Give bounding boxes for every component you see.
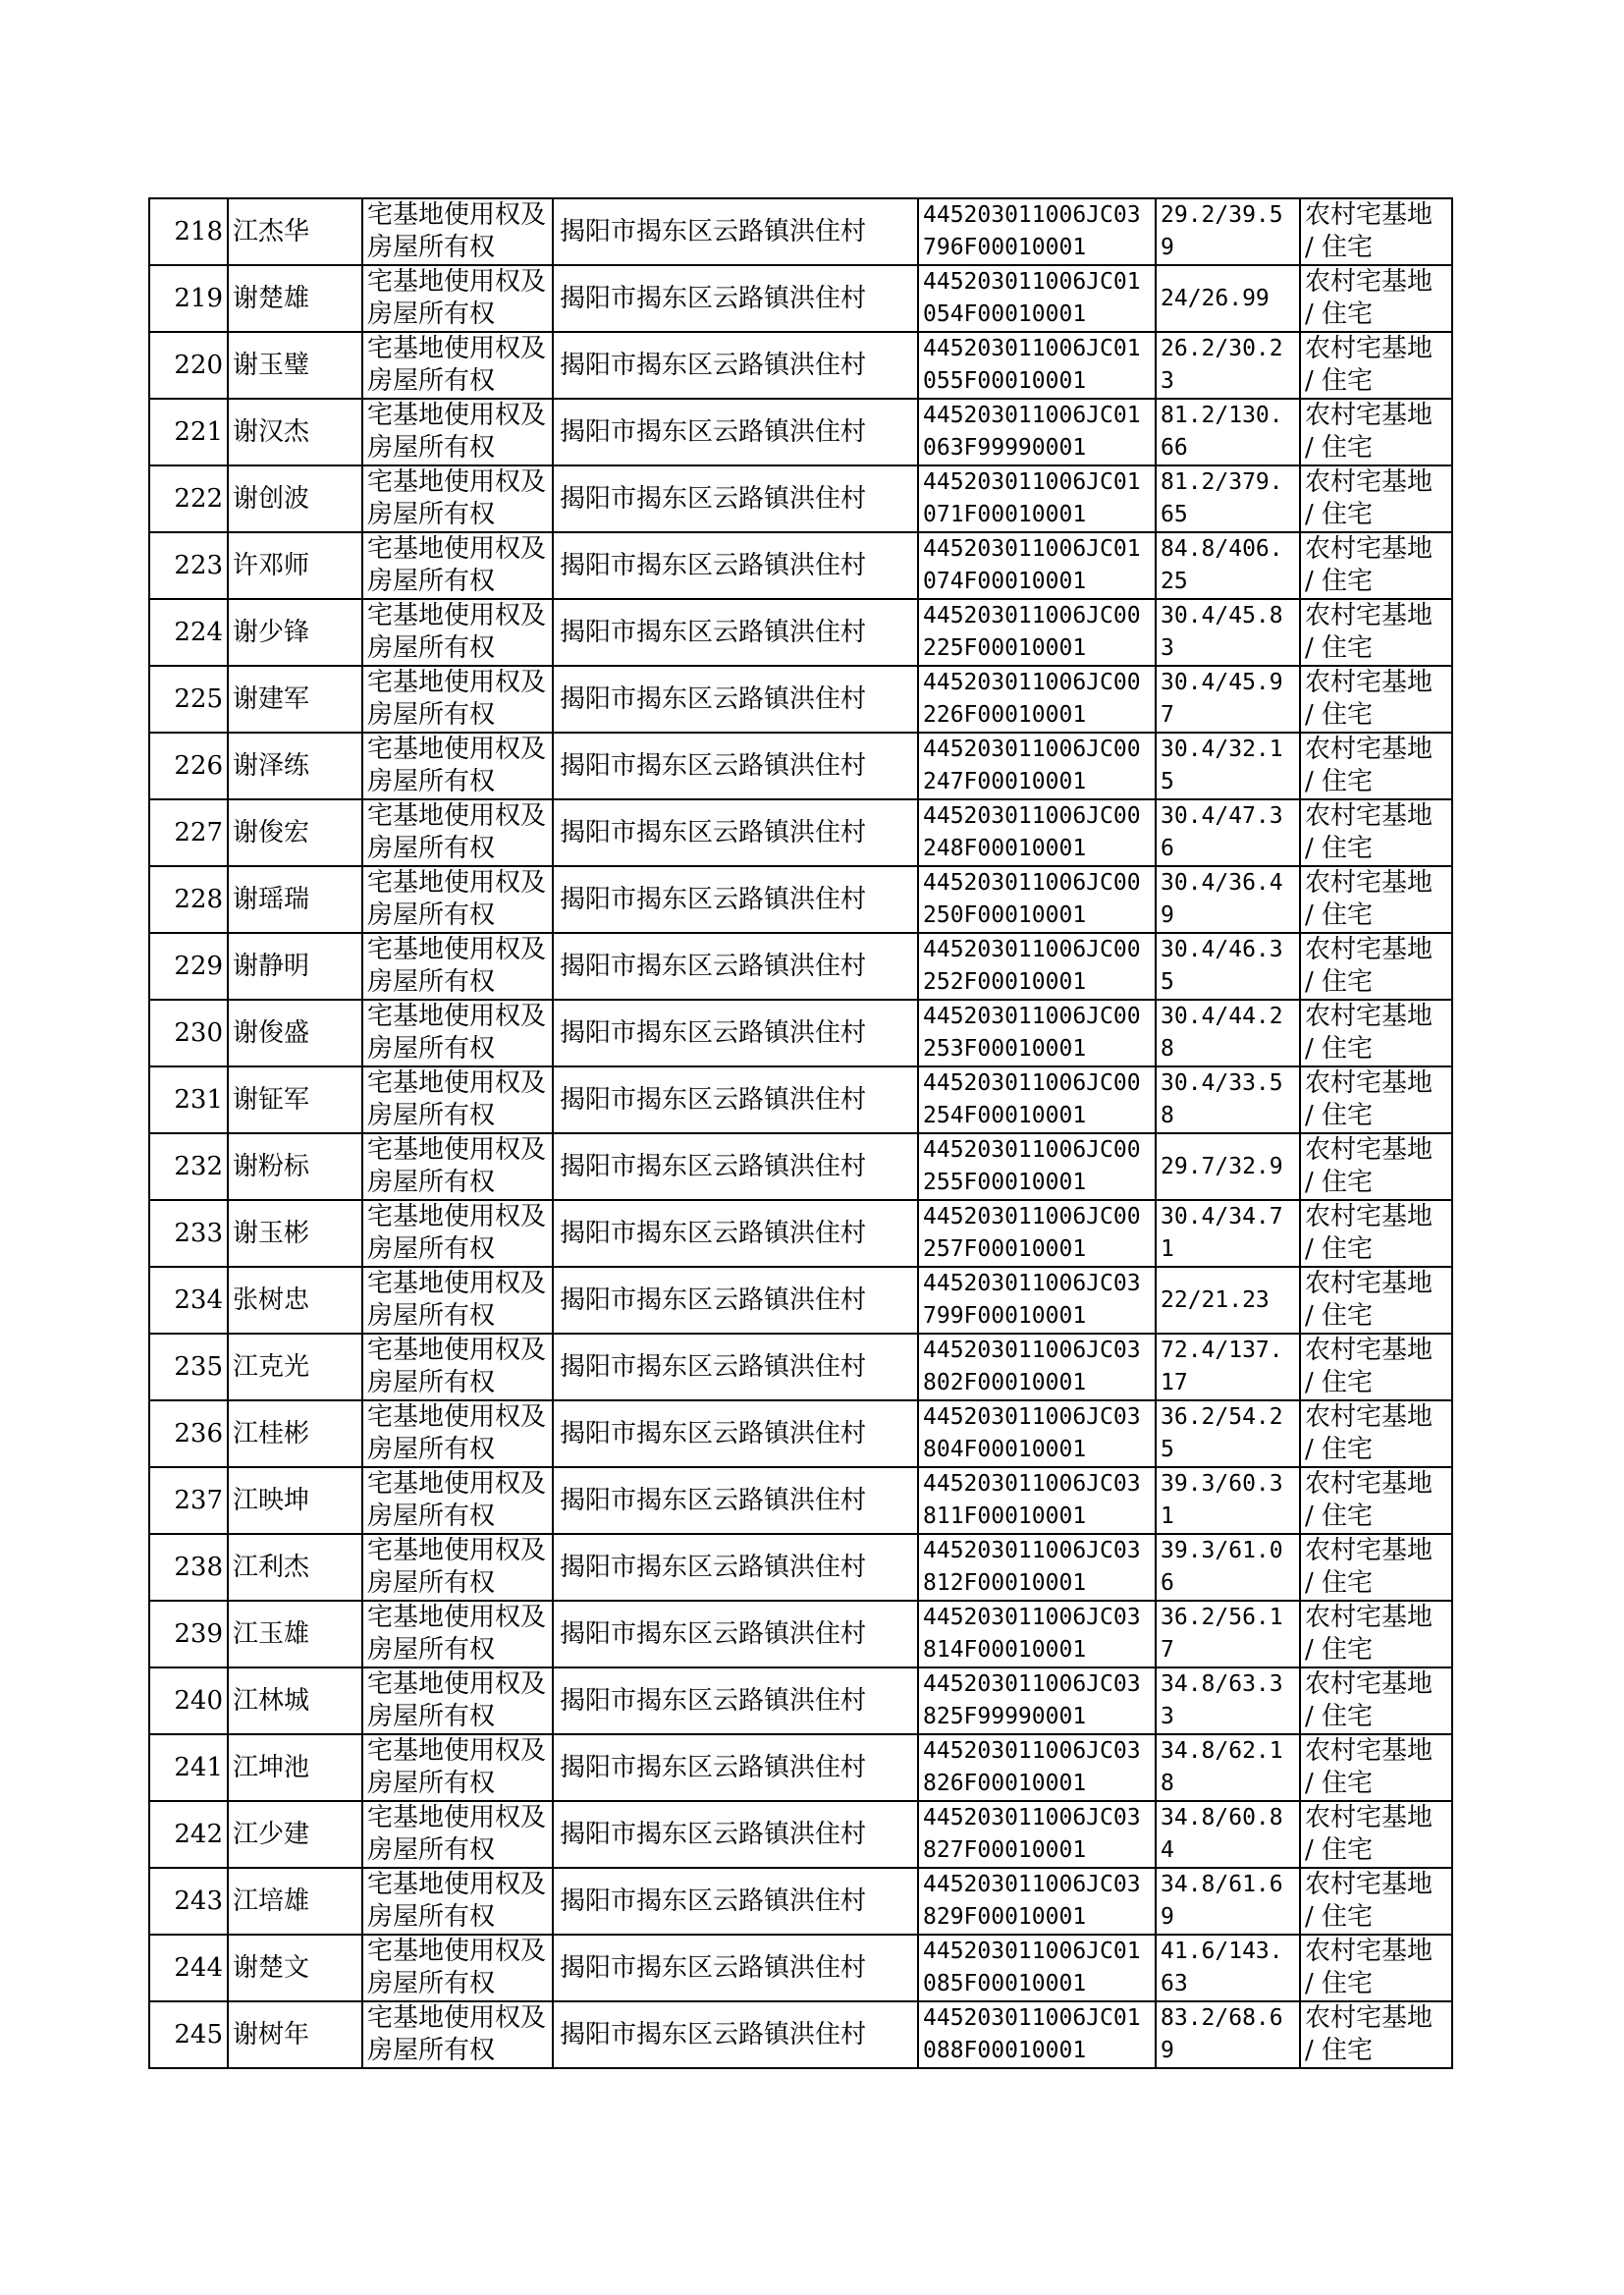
- area-cell: 30.4/33.58: [1156, 1066, 1300, 1133]
- area-cell: 29.7/32.9: [1156, 1133, 1300, 1200]
- owner-name-cell: 谢钲军: [228, 1066, 362, 1133]
- land-use-cell: 农村宅基地 / 住宅: [1300, 866, 1452, 933]
- right-type-cell: 宅基地使用权及房屋所有权: [362, 1601, 553, 1667]
- area-cell: 30.4/32.15: [1156, 733, 1300, 799]
- table-row: [149, 599, 1452, 666]
- table-row: [149, 733, 1452, 799]
- area-cell: 83.2/68.69: [1156, 2001, 1300, 2068]
- row-number-cell: 234: [149, 1267, 228, 1334]
- area-cell: 29.2/39.59: [1156, 198, 1300, 265]
- land-use-cell: 农村宅基地 / 住宅: [1300, 1200, 1452, 1267]
- area-cell: 34.8/62.18: [1156, 1734, 1300, 1801]
- unit-code-cell: 445203011006JC03811F00010001: [918, 1467, 1156, 1534]
- area-cell: 34.8/63.33: [1156, 1667, 1300, 1734]
- unit-code-cell: 445203011006JC01055F00010001: [918, 332, 1156, 399]
- area-cell: 34.8/61.69: [1156, 1868, 1300, 1935]
- unit-code-cell: 445203011006JC00226F00010001: [918, 666, 1156, 733]
- location-cell: 揭阳市揭东区云路镇洪住村: [553, 1534, 918, 1601]
- right-type-cell: 宅基地使用权及房屋所有权: [362, 733, 553, 799]
- unit-code-cell: 445203011006JC01085F00010001: [918, 1935, 1156, 2001]
- unit-code-cell: 445203011006JC00248F00010001: [918, 799, 1156, 866]
- table-row: [149, 1801, 1452, 1868]
- unit-code-cell: 445203011006JC01088F00010001: [918, 2001, 1156, 2068]
- owner-name-cell: 谢建军: [228, 666, 362, 733]
- unit-code-cell: 445203011006JC00257F00010001: [918, 1200, 1156, 1267]
- location-cell: 揭阳市揭东区云路镇洪住村: [553, 1334, 918, 1400]
- table-row: [149, 2001, 1452, 2068]
- unit-code-cell: 445203011006JC03827F00010001: [918, 1801, 1156, 1868]
- unit-code-cell: 445203011006JC00250F00010001: [918, 866, 1156, 933]
- owner-name-cell: 许邓师: [228, 532, 362, 599]
- right-type-cell: 宅基地使用权及房屋所有权: [362, 1801, 553, 1868]
- area-cell: 84.8/406.25: [1156, 532, 1300, 599]
- table-row: [149, 1534, 1452, 1601]
- land-use-cell: 农村宅基地 / 住宅: [1300, 532, 1452, 599]
- right-type-cell: 宅基地使用权及房屋所有权: [362, 265, 553, 332]
- unit-code-cell: 445203011006JC00254F00010001: [918, 1066, 1156, 1133]
- table-row: [149, 1200, 1452, 1267]
- land-use-cell: 农村宅基地 / 住宅: [1300, 1534, 1452, 1601]
- unit-code-cell: 445203011006JC00225F00010001: [918, 599, 1156, 666]
- unit-code-cell: 445203011006JC01063F99990001: [918, 399, 1156, 465]
- table-row: [149, 1400, 1452, 1467]
- owner-name-cell: 江林城: [228, 1667, 362, 1734]
- unit-code-cell: 445203011006JC03796F00010001: [918, 198, 1156, 265]
- location-cell: 揭阳市揭东区云路镇洪住村: [553, 799, 918, 866]
- owner-name-cell: 江桂彬: [228, 1400, 362, 1467]
- land-use-cell: 农村宅基地 / 住宅: [1300, 733, 1452, 799]
- unit-code-cell: 445203011006JC01074F00010001: [918, 532, 1156, 599]
- area-cell: 41.6/143.63: [1156, 1935, 1300, 2001]
- table-row: [149, 265, 1452, 332]
- land-use-cell: 农村宅基地 / 住宅: [1300, 1601, 1452, 1667]
- table-row: [149, 1133, 1452, 1200]
- land-use-cell: 农村宅基地 / 住宅: [1300, 1935, 1452, 2001]
- land-use-cell: 农村宅基地 / 住宅: [1300, 1734, 1452, 1801]
- row-number-cell: 244: [149, 1935, 228, 2001]
- row-number-cell: 218: [149, 198, 228, 265]
- right-type-cell: 宅基地使用权及房屋所有权: [362, 1734, 553, 1801]
- unit-code-cell: 445203011006JC03826F00010001: [918, 1734, 1156, 1801]
- right-type-cell: 宅基地使用权及房屋所有权: [362, 799, 553, 866]
- right-type-cell: 宅基地使用权及房屋所有权: [362, 1868, 553, 1935]
- right-type-cell: 宅基地使用权及房屋所有权: [362, 1066, 553, 1133]
- owner-name-cell: 江利杰: [228, 1534, 362, 1601]
- location-cell: 揭阳市揭东区云路镇洪住村: [553, 1400, 918, 1467]
- owner-name-cell: 谢楚文: [228, 1935, 362, 2001]
- land-use-cell: 农村宅基地 / 住宅: [1300, 1467, 1452, 1534]
- right-type-cell: 宅基地使用权及房屋所有权: [362, 933, 553, 1000]
- row-number-cell: 220: [149, 332, 228, 399]
- right-type-cell: 宅基地使用权及房屋所有权: [362, 1133, 553, 1200]
- right-type-cell: 宅基地使用权及房屋所有权: [362, 1400, 553, 1467]
- location-cell: 揭阳市揭东区云路镇洪住村: [553, 399, 918, 465]
- land-use-cell: 农村宅基地 / 住宅: [1300, 1133, 1452, 1200]
- table-row: [149, 1667, 1452, 1734]
- unit-code-cell: 445203011006JC03825F99990001: [918, 1667, 1156, 1734]
- row-number-cell: 242: [149, 1801, 228, 1868]
- right-type-cell: 宅基地使用权及房屋所有权: [362, 1534, 553, 1601]
- right-type-cell: 宅基地使用权及房屋所有权: [362, 532, 553, 599]
- row-number-cell: 223: [149, 532, 228, 599]
- owner-name-cell: 谢玉彬: [228, 1200, 362, 1267]
- unit-code-cell: 445203011006JC01054F00010001: [918, 265, 1156, 332]
- area-cell: 34.8/60.84: [1156, 1801, 1300, 1868]
- owner-name-cell: 江映坤: [228, 1467, 362, 1534]
- location-cell: 揭阳市揭东区云路镇洪住村: [553, 332, 918, 399]
- land-use-cell: 农村宅基地 / 住宅: [1300, 265, 1452, 332]
- location-cell: 揭阳市揭东区云路镇洪住村: [553, 465, 918, 532]
- row-number-cell: 238: [149, 1534, 228, 1601]
- area-cell: 30.4/34.71: [1156, 1200, 1300, 1267]
- owner-name-cell: 谢瑶瑞: [228, 866, 362, 933]
- row-number-cell: 224: [149, 599, 228, 666]
- right-type-cell: 宅基地使用权及房屋所有权: [362, 599, 553, 666]
- row-number-cell: 239: [149, 1601, 228, 1667]
- area-cell: 36.2/54.25: [1156, 1400, 1300, 1467]
- owner-name-cell: 江培雄: [228, 1868, 362, 1935]
- location-cell: 揭阳市揭东区云路镇洪住村: [553, 198, 918, 265]
- row-number-cell: 233: [149, 1200, 228, 1267]
- land-use-cell: 农村宅基地 / 住宅: [1300, 2001, 1452, 2068]
- table-row: [149, 1467, 1452, 1534]
- right-type-cell: 宅基地使用权及房屋所有权: [362, 1200, 553, 1267]
- table-row: [149, 1935, 1452, 2001]
- area-cell: 72.4/137.17: [1156, 1334, 1300, 1400]
- owner-name-cell: 谢粉标: [228, 1133, 362, 1200]
- unit-code-cell: 445203011006JC00253F00010001: [918, 1000, 1156, 1066]
- owner-name-cell: 谢泽练: [228, 733, 362, 799]
- location-cell: 揭阳市揭东区云路镇洪住村: [553, 1868, 918, 1935]
- row-number-cell: 245: [149, 2001, 228, 2068]
- right-type-cell: 宅基地使用权及房屋所有权: [362, 666, 553, 733]
- location-cell: 揭阳市揭东区云路镇洪住村: [553, 866, 918, 933]
- location-cell: 揭阳市揭东区云路镇洪住村: [553, 265, 918, 332]
- area-cell: 30.4/36.49: [1156, 866, 1300, 933]
- owner-name-cell: 谢俊宏: [228, 799, 362, 866]
- owner-name-cell: 江坤池: [228, 1734, 362, 1801]
- unit-code-cell: 445203011006JC03804F00010001: [918, 1400, 1156, 1467]
- location-cell: 揭阳市揭东区云路镇洪住村: [553, 1267, 918, 1334]
- unit-code-cell: 445203011006JC03812F00010001: [918, 1534, 1156, 1601]
- owner-name-cell: 谢楚雄: [228, 265, 362, 332]
- land-use-cell: 农村宅基地 / 住宅: [1300, 332, 1452, 399]
- right-type-cell: 宅基地使用权及房屋所有权: [362, 1267, 553, 1334]
- right-type-cell: 宅基地使用权及房屋所有权: [362, 1334, 553, 1400]
- owner-name-cell: 谢树年: [228, 2001, 362, 2068]
- table-row: [149, 1601, 1452, 1667]
- area-cell: 30.4/47.36: [1156, 799, 1300, 866]
- owner-name-cell: 江玉雄: [228, 1601, 362, 1667]
- unit-code-cell: 445203011006JC03814F00010001: [918, 1601, 1156, 1667]
- table-row: [149, 1868, 1452, 1935]
- table-row: [149, 1734, 1452, 1801]
- area-cell: 30.4/45.97: [1156, 666, 1300, 733]
- table-row: [149, 666, 1452, 733]
- land-use-cell: 农村宅基地 / 住宅: [1300, 599, 1452, 666]
- owner-name-cell: 谢静明: [228, 933, 362, 1000]
- table-row: [149, 198, 1452, 265]
- location-cell: 揭阳市揭东区云路镇洪住村: [553, 1066, 918, 1133]
- area-cell: 81.2/130.66: [1156, 399, 1300, 465]
- register-body: [149, 198, 1452, 2068]
- right-type-cell: 宅基地使用权及房屋所有权: [362, 1467, 553, 1534]
- unit-code-cell: 445203011006JC03799F00010001: [918, 1267, 1156, 1334]
- right-type-cell: 宅基地使用权及房屋所有权: [362, 2001, 553, 2068]
- location-cell: 揭阳市揭东区云路镇洪住村: [553, 1801, 918, 1868]
- row-number-cell: 231: [149, 1066, 228, 1133]
- location-cell: 揭阳市揭东区云路镇洪住村: [553, 1935, 918, 2001]
- owner-name-cell: 张树忠: [228, 1267, 362, 1334]
- area-cell: 30.4/46.35: [1156, 933, 1300, 1000]
- area-cell: 39.3/61.06: [1156, 1534, 1300, 1601]
- row-number-cell: 235: [149, 1334, 228, 1400]
- unit-code-cell: 445203011006JC00252F00010001: [918, 933, 1156, 1000]
- unit-code-cell: 445203011006JC01071F00010001: [918, 465, 1156, 532]
- right-type-cell: 宅基地使用权及房屋所有权: [362, 1000, 553, 1066]
- table-row: [149, 933, 1452, 1000]
- owner-name-cell: 谢汉杰: [228, 399, 362, 465]
- row-number-cell: 227: [149, 799, 228, 866]
- area-cell: 22/21.23: [1156, 1267, 1300, 1334]
- land-use-cell: 农村宅基地 / 住宅: [1300, 399, 1452, 465]
- land-use-cell: 农村宅基地 / 住宅: [1300, 1066, 1452, 1133]
- table-row: [149, 399, 1452, 465]
- owner-name-cell: 江克光: [228, 1334, 362, 1400]
- land-use-cell: 农村宅基地 / 住宅: [1300, 1000, 1452, 1066]
- right-type-cell: 宅基地使用权及房屋所有权: [362, 866, 553, 933]
- location-cell: 揭阳市揭东区云路镇洪住村: [553, 1200, 918, 1267]
- table-row: [149, 1000, 1452, 1066]
- row-number-cell: 237: [149, 1467, 228, 1534]
- row-number-cell: 236: [149, 1400, 228, 1467]
- table-row: [149, 532, 1452, 599]
- right-type-cell: 宅基地使用权及房屋所有权: [362, 332, 553, 399]
- right-type-cell: 宅基地使用权及房屋所有权: [362, 198, 553, 265]
- row-number-cell: 225: [149, 666, 228, 733]
- area-cell: 81.2/379.65: [1156, 465, 1300, 532]
- area-cell: 39.3/60.31: [1156, 1467, 1300, 1534]
- owner-name-cell: 谢俊盛: [228, 1000, 362, 1066]
- table-row: [149, 1066, 1452, 1133]
- land-use-cell: 农村宅基地 / 住宅: [1300, 1667, 1452, 1734]
- row-number-cell: 221: [149, 399, 228, 465]
- location-cell: 揭阳市揭东区云路镇洪住村: [553, 1467, 918, 1534]
- row-number-cell: 243: [149, 1868, 228, 1935]
- right-type-cell: 宅基地使用权及房屋所有权: [362, 1667, 553, 1734]
- row-number-cell: 222: [149, 465, 228, 532]
- area-cell: 26.2/30.23: [1156, 332, 1300, 399]
- owner-name-cell: 江少建: [228, 1801, 362, 1868]
- unit-code-cell: 445203011006JC03829F00010001: [918, 1868, 1156, 1935]
- land-use-cell: 农村宅基地 / 住宅: [1300, 1334, 1452, 1400]
- location-cell: 揭阳市揭东区云路镇洪住村: [553, 933, 918, 1000]
- row-number-cell: 228: [149, 866, 228, 933]
- right-type-cell: 宅基地使用权及房屋所有权: [362, 1935, 553, 2001]
- area-cell: 30.4/45.83: [1156, 599, 1300, 666]
- property-register-table: [148, 197, 1453, 2069]
- unit-code-cell: 445203011006JC00255F00010001: [918, 1133, 1156, 1200]
- owner-name-cell: 谢创波: [228, 465, 362, 532]
- owner-name-cell: 江杰华: [228, 198, 362, 265]
- location-cell: 揭阳市揭东区云路镇洪住村: [553, 1601, 918, 1667]
- row-number-cell: 226: [149, 733, 228, 799]
- location-cell: 揭阳市揭东区云路镇洪住村: [553, 1734, 918, 1801]
- area-cell: 24/26.99: [1156, 265, 1300, 332]
- table-row: [149, 866, 1452, 933]
- land-use-cell: 农村宅基地 / 住宅: [1300, 1801, 1452, 1868]
- location-cell: 揭阳市揭东区云路镇洪住村: [553, 733, 918, 799]
- location-cell: 揭阳市揭东区云路镇洪住村: [553, 1000, 918, 1066]
- land-use-cell: 农村宅基地 / 住宅: [1300, 1868, 1452, 1935]
- table-row: [149, 799, 1452, 866]
- land-use-cell: 农村宅基地 / 住宅: [1300, 666, 1452, 733]
- unit-code-cell: 445203011006JC00247F00010001: [918, 733, 1156, 799]
- location-cell: 揭阳市揭东区云路镇洪住村: [553, 599, 918, 666]
- table-row: [149, 1267, 1452, 1334]
- land-use-cell: 农村宅基地 / 住宅: [1300, 799, 1452, 866]
- row-number-cell: 232: [149, 1133, 228, 1200]
- unit-code-cell: 445203011006JC03802F00010001: [918, 1334, 1156, 1400]
- owner-name-cell: 谢少锋: [228, 599, 362, 666]
- row-number-cell: 240: [149, 1667, 228, 1734]
- land-use-cell: 农村宅基地 / 住宅: [1300, 465, 1452, 532]
- table-row: [149, 332, 1452, 399]
- row-number-cell: 230: [149, 1000, 228, 1066]
- location-cell: 揭阳市揭东区云路镇洪住村: [553, 1133, 918, 1200]
- right-type-cell: 宅基地使用权及房屋所有权: [362, 465, 553, 532]
- table-row: [149, 1334, 1452, 1400]
- owner-name-cell: 谢玉璧: [228, 332, 362, 399]
- row-number-cell: 241: [149, 1734, 228, 1801]
- land-use-cell: 农村宅基地 / 住宅: [1300, 1400, 1452, 1467]
- location-cell: 揭阳市揭东区云路镇洪住村: [553, 666, 918, 733]
- location-cell: 揭阳市揭东区云路镇洪住村: [553, 532, 918, 599]
- location-cell: 揭阳市揭东区云路镇洪住村: [553, 2001, 918, 2068]
- land-use-cell: 农村宅基地 / 住宅: [1300, 1267, 1452, 1334]
- row-number-cell: 219: [149, 265, 228, 332]
- land-use-cell: 农村宅基地 / 住宅: [1300, 933, 1452, 1000]
- row-number-cell: 229: [149, 933, 228, 1000]
- area-cell: 36.2/56.17: [1156, 1601, 1300, 1667]
- land-use-cell: 农村宅基地 / 住宅: [1300, 198, 1452, 265]
- location-cell: 揭阳市揭东区云路镇洪住村: [553, 1667, 918, 1734]
- table-row: [149, 465, 1452, 532]
- right-type-cell: 宅基地使用权及房屋所有权: [362, 399, 553, 465]
- area-cell: 30.4/44.28: [1156, 1000, 1300, 1066]
